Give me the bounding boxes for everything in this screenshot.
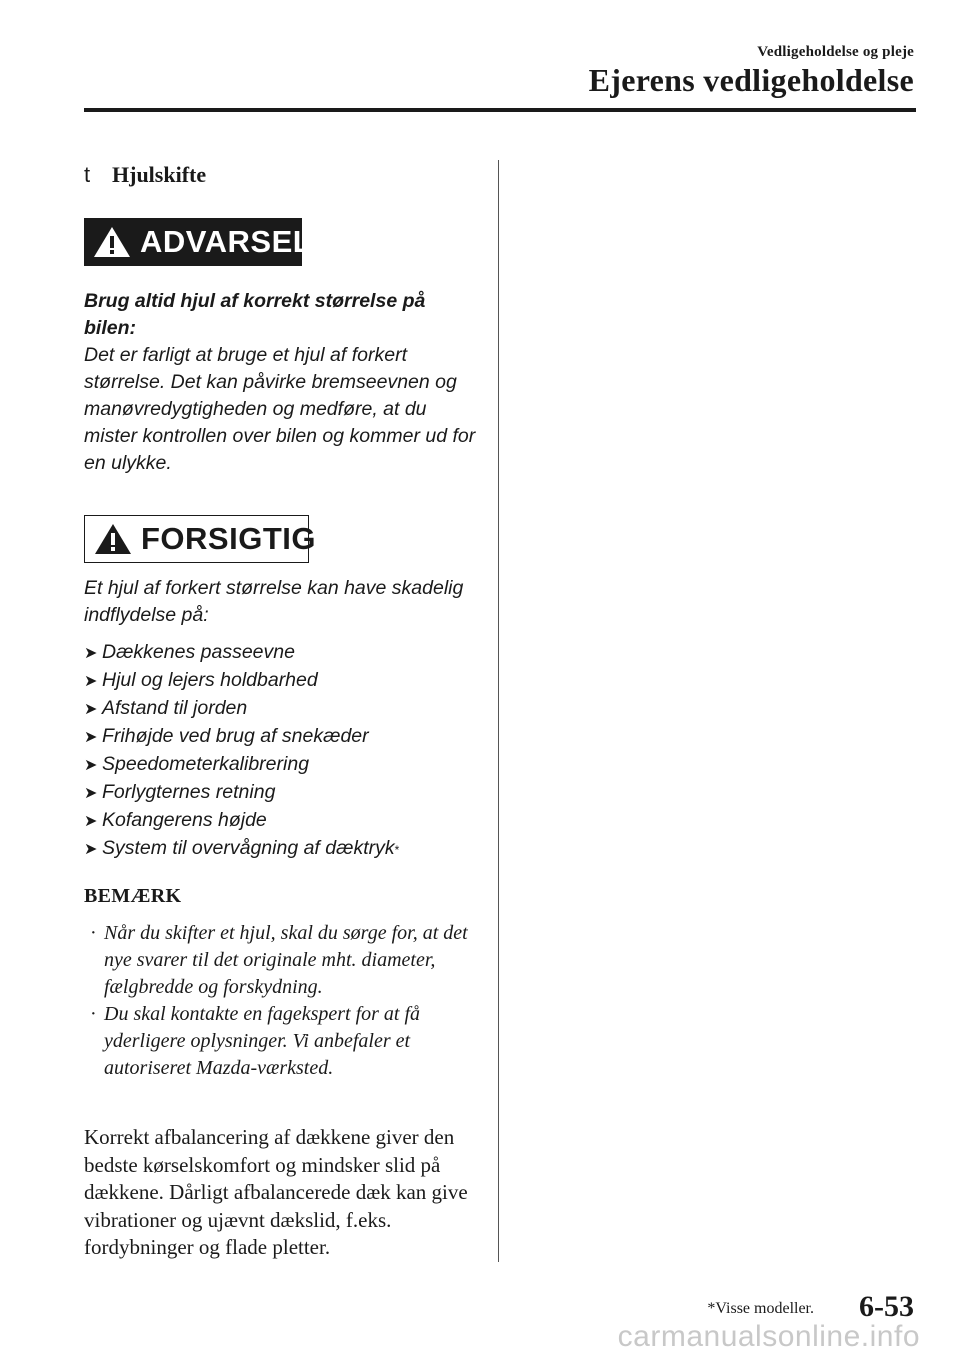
column-divider: [498, 160, 499, 1262]
arrow-bullet-icon: ➤: [84, 841, 98, 858]
arrow-bullet-icon: ➤: [84, 785, 98, 802]
arrow-bullet-icon: ➤: [84, 757, 98, 774]
section-title: Hjulskifte: [112, 162, 207, 187]
caution-label: FORSIGTIG: [141, 521, 316, 556]
header-title: Ejerens vedligeholdelse: [588, 62, 914, 98]
caution-list: [84, 639, 476, 863]
warning-lead: Brug altid hjul af korrekt størrelse på bilen:: [84, 290, 426, 339]
list-item: ➤ Kofangerens højde: [84, 807, 476, 835]
list-item: ➤ Speedometerkalibrering: [84, 751, 476, 779]
body-paragraph: Korrekt afbalancering af dækkene giver den bedste kørselskomfort og mindsker slid på dækkene. Dårligt afbalancerede dæk kan give vibrationer og ujævnt dækslid, f.eks. fordybninger og flade pletter.: [84, 1125, 468, 1259]
arrow-bullet-icon: ➤: [84, 813, 98, 830]
note-list: [84, 920, 476, 1082]
arrow-bullet-icon: ➤: [84, 645, 98, 662]
list-item: ➤ Afstand til jorden: [84, 695, 476, 723]
note-heading: BEMÆRK: [84, 885, 182, 907]
list-item: · Du skal kontakte en fagekspert for at få yderligere oplysninger. Vi anbefaler et autoriseret Mazda-værksted.: [90, 1001, 476, 1082]
warning-text: Det er farligt at bruge et hjul af forkert størrelse. Det kan påvirke bremseevnen og manøvredygtigheden og medføre, at du mister kontrollen over bilen og kommer ud for en ulykke.: [84, 344, 476, 474]
section-marker: t: [84, 162, 91, 187]
list-item: ➤ Forlygternes retning: [84, 779, 476, 807]
bullet-dot-icon: ·: [90, 1003, 97, 1025]
list-item: ➤ Frihøjde ved brug af snekæder: [84, 723, 476, 751]
watermark: carmanualsonline.info: [617, 1320, 920, 1353]
warning-label: ADVARSEL: [140, 224, 313, 259]
warning-triangle-icon: [93, 522, 133, 556]
caution-text: Et hjul af forkert størrelse kan have skadelig indflydelse på:: [84, 577, 464, 626]
list-item: ➤ System til overvågning af dæktryk *: [84, 835, 476, 863]
warning-signal-box: [84, 218, 313, 266]
warning-triangle-icon: [92, 225, 132, 259]
caution-signal-box: [84, 515, 316, 563]
header-subtitle: Vedligeholdelse og pleje: [757, 44, 914, 60]
list-item: ➤ Dækkenes passeevne: [84, 639, 476, 667]
list-item: · Når du skifter et hjul, skal du sørge for, at det nye svarer til det originale mht. diameter, fælgbredde og forskydning.: [90, 920, 476, 1001]
arrow-bullet-icon: ➤: [84, 673, 98, 690]
arrow-bullet-icon: ➤: [84, 729, 98, 746]
section-heading: [84, 158, 476, 192]
page-number: 6-53: [859, 1290, 914, 1323]
footnote: *Visse modeller.: [707, 1300, 814, 1317]
left-column: [84, 158, 476, 1262]
list-item: ➤ Hjul og lejers holdbarhed: [84, 667, 476, 695]
bullet-dot-icon: ·: [90, 922, 97, 944]
arrow-bullet-icon: ➤: [84, 701, 98, 718]
header-rule: [84, 108, 916, 112]
